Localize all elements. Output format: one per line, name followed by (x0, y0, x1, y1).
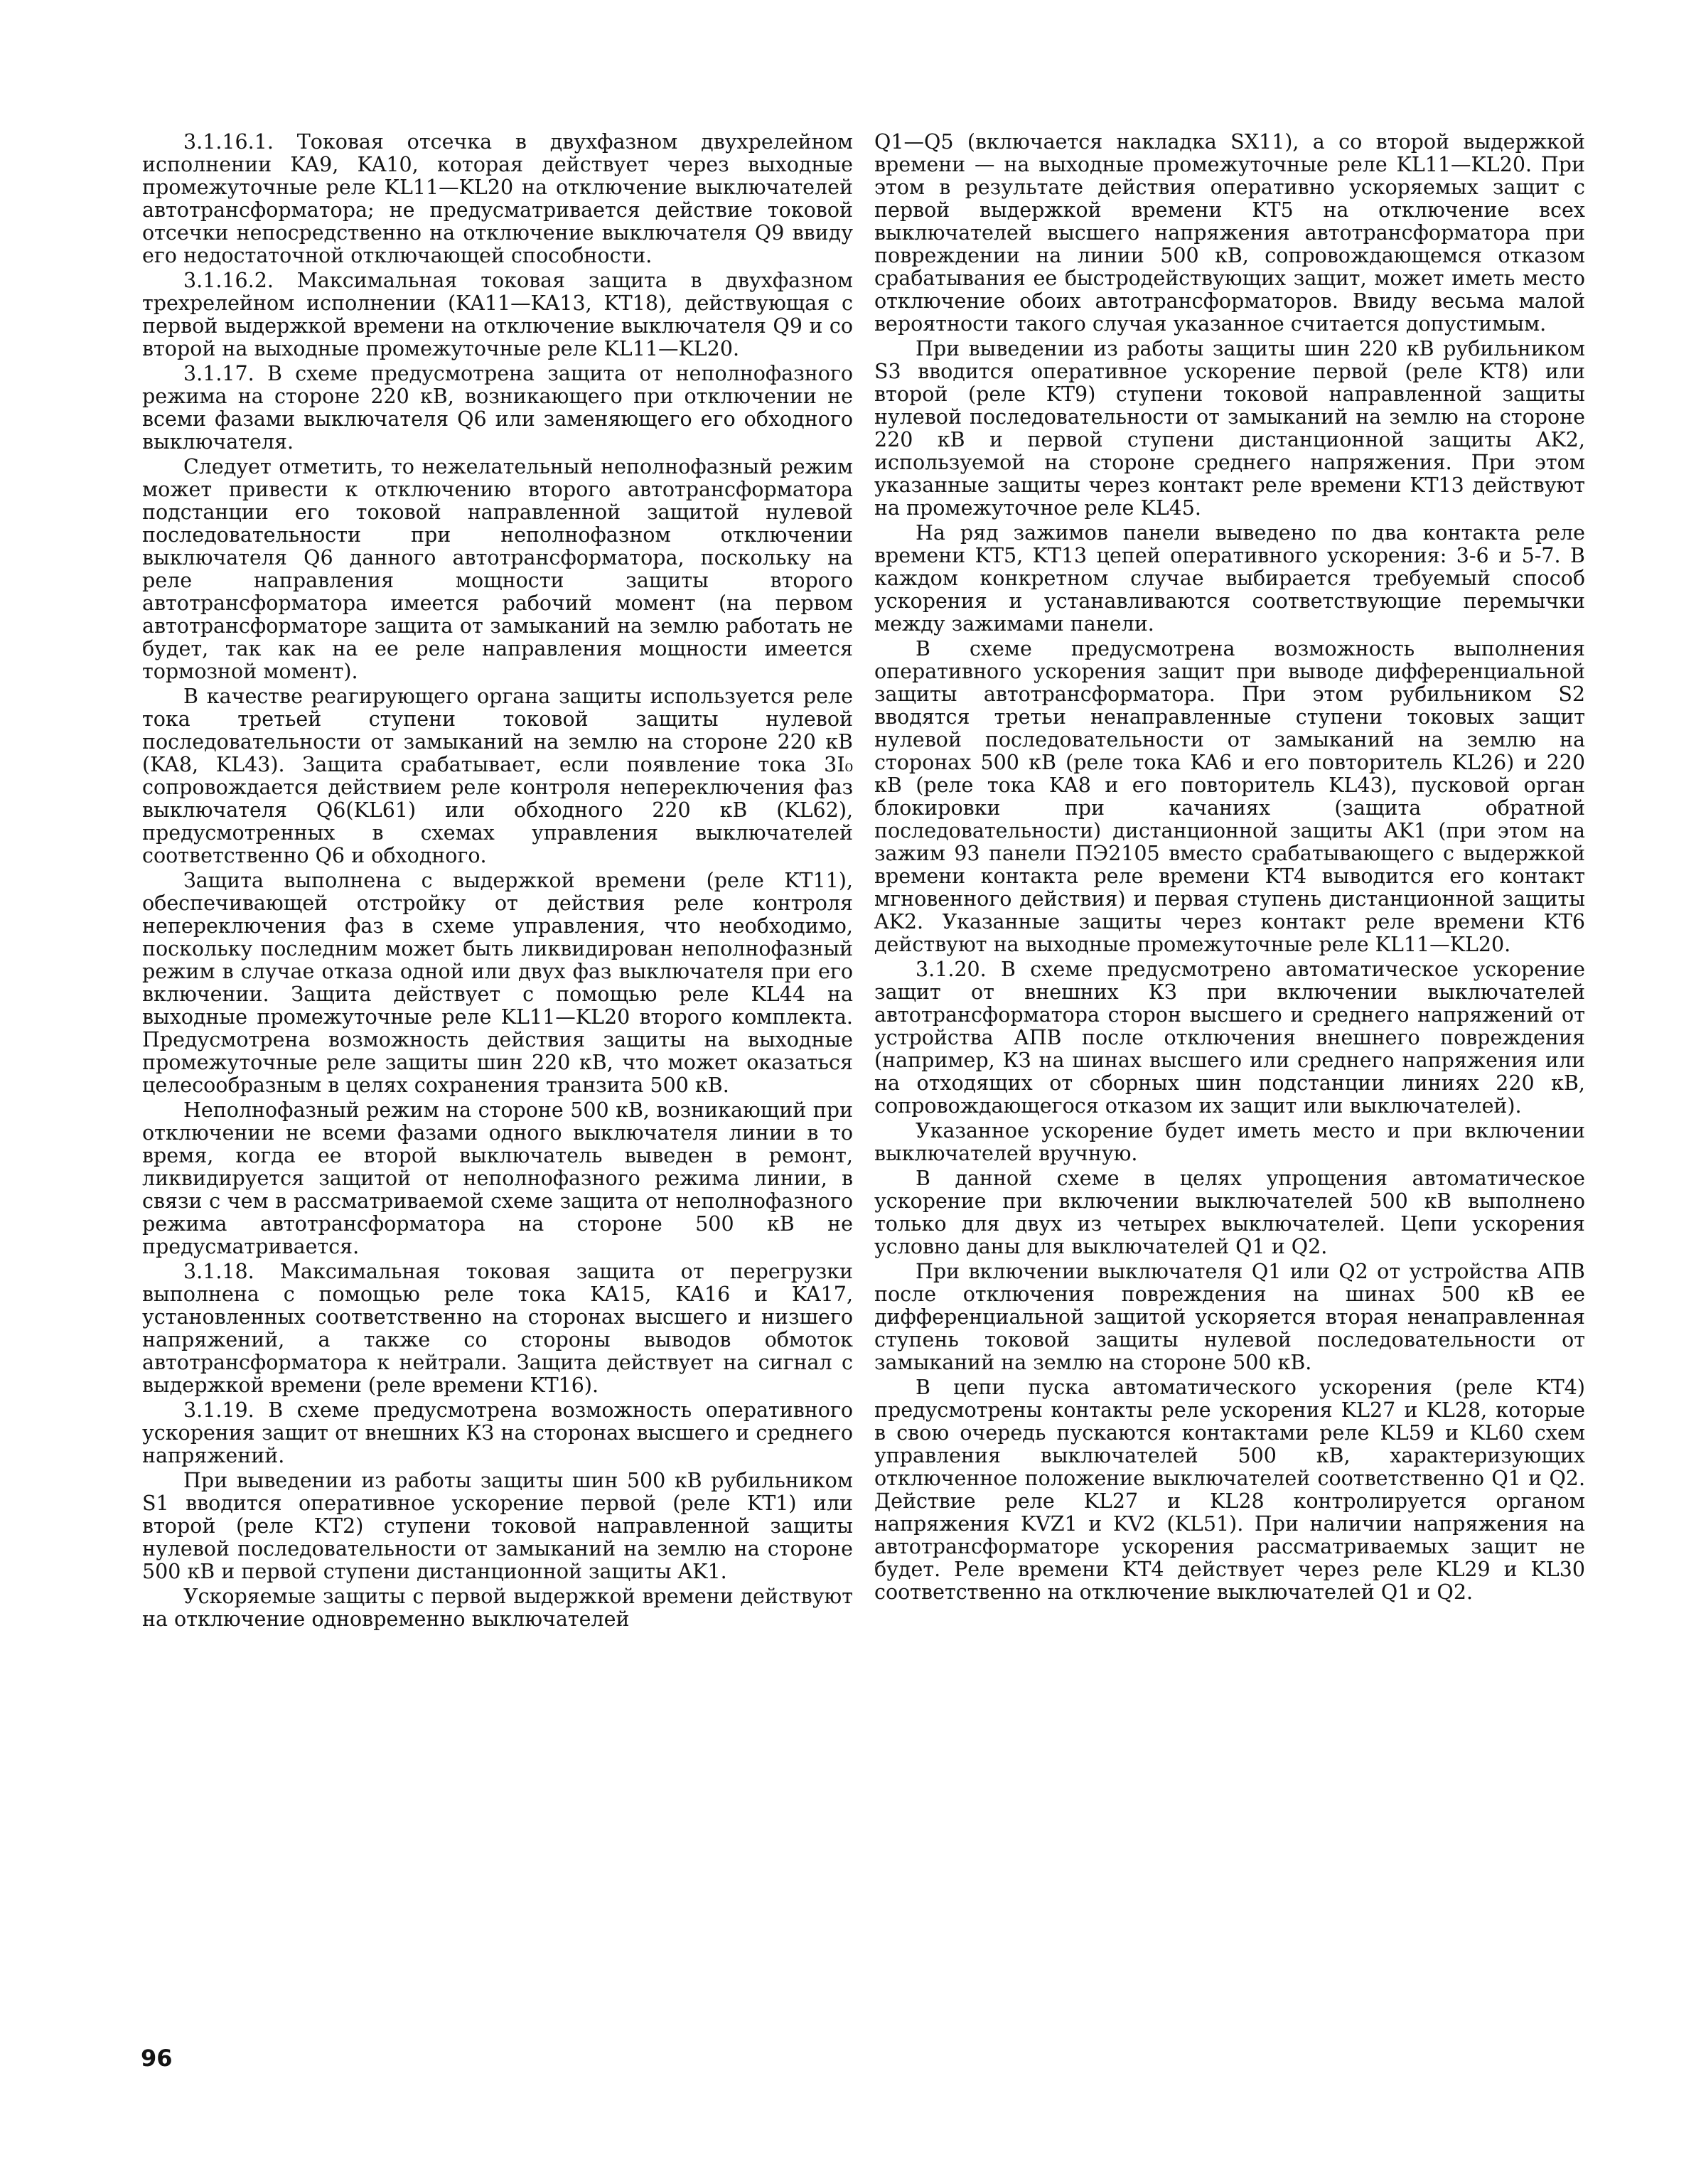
paragraph: При включении выключателя Q1 или Q2 от устройства АПВ после отключения повреждения на шинах 500 кВ ее дифференциальной защитой ускоряется вторая ненаправленная ступень токовой защиты нулевой последовательности от замыканий на землю на стороне 500 кВ. (874, 1260, 1585, 1374)
paragraph: Указанное ускорение будет иметь место и при включении выключателей вручную. (874, 1119, 1585, 1165)
paragraph: Ускоряемые защиты с первой выдержкой времени действуют на отключение одновременно выключателей (142, 1585, 853, 1631)
paragraph: При выведении из работы защиты шин 220 кВ рубильником S3 вводится оперативное ускорение первой (реле KT8) или второй (реле KT9) ступени токовой направленной защиты нулевой последовательности от замыканий на землю на стороне 220 кВ и первой ступени дистанционной защиты AK2, используемой на стороне среднего напряжения. При этом указанные защиты через контакт реле времени KT13 действуют на промежуточное реле KL45. (874, 337, 1585, 520)
paragraph: На ряд зажимов панели выведено по два контакта реле времени KT5, KT13 цепей оперативного ускорения: 3-6 и 5-7. В каждом конкретном случае выбирается требуемый способ ускорения и устанавливаются соответствующие перемычки между зажимами панели. (874, 521, 1585, 636)
paragraph-3-1-17: 3.1.17. В схеме предусмотрена защита от неполнофазного режима на стороне 220 кВ, возникающего при отключении не всеми фазами выключателя Q6 или заменяющего его обходного выключателя. (142, 362, 853, 454)
paragraph: В схеме предусмотрена возможность выполнения оперативного ускорения защит при выводе дифференциальной защиты автотрансформатора. При этом рубильником S2 вводятся третьи ненаправленные ступени токовых защит нулевой последовательности от замыканий на землю на сторонах 500 кВ (реле тока KA6 и его повторитель KL26) и 220 кВ (реле тока KA8 и его повторитель KL43), пусковой орган блокировки при качаниях (защита обратной последовательности) дистанционной защиты AK1 (при этом на зажим 93 панели ПЭ2105 вместо срабатывающего с выдержкой времени контакта реле времени KT4 выводится его контакт мгновенного действия) и первая ступень дистанционной защиты AK2. Указанные защиты через контакт реле времени KT6 действуют на выходные промежуточные реле KL11—KL20. (874, 637, 1585, 956)
paragraph: При выведении из работы защиты шин 500 кВ рубильником S1 вводится оперативное ускорение первой (реле KT1) или второй (реле KT2) ступени токовой направленной защиты нулевой последовательности от замыканий на землю на стороне 500 кВ и первой ступени дистанционной защиты AK1. (142, 1469, 853, 1583)
paragraph: В цепи пуска автоматического ускорения (реле KT4) предусмотрены контакты реле ускорения KL27 и KL28, которые в свою очередь пускаются контактами реле KL59 и KL60 схем управления выключателей 500 кВ, характеризующих отключенное положение выключателей соответственно Q1 и Q2. Действие реле KL27 и KL28 контролируется органом напряжения KVZ1 и KV2 (KL51). При наличии напряжения на автотрансформаторе ускорения рассматриваемых защит не будет. Реле времени KT4 действует через реле KL29 и KL30 соответственно на отключение выключателей Q1 и Q2. (874, 1376, 1585, 1604)
paragraph-3-1-20: 3.1.20. В схеме предусмотрено автоматическое ускорение защит от внешних КЗ при включении выключателей автотрансформатора сторон высшего и среднего напряжений от устройства АПВ после отключения внешнего повреждения (например, КЗ на шинах высшего или среднего напряжения или на отходящих от сборных шин подстанции линиях 220 кВ, сопровождающегося отказом их защит или выключателей). (874, 958, 1585, 1118)
paragraph-continued: Q1—Q5 (включается накладка SX11), а со второй выдержкой времени — на выходные промежуточные реле KL11—KL20. При этом в результате действия оперативно ускоряемых защит с первой выдержкой времени KT5 на отключение всех выключателей высшего напряжения автотрансформатора при повреждении на линии 500 кВ, сопровождающемся отказом срабатывания ее быстродействующих защит, может иметь место отключение обоих автотрансформаторов. Ввиду весьма малой вероятности такого случая указанное считается допустимым. (874, 130, 1585, 336)
paragraph: В данной схеме в целях упрощения автоматическое ускорение при включении выключателей 500 кВ выполнено только для двух из четырех выключателей. Цепи ускорения условно даны для выключателей Q1 и Q2. (874, 1167, 1585, 1258)
paragraph: Защита выполнена с выдержкой времени (реле KT11), обеспечивающей отстройку от действия реле контроля непереключения фаз в схеме управления, что необходимо, поскольку последним может быть ликвидирован неполнофазный режим в случае отказа одной или двух фаз выключателя при его включении. Защита действует с помощью реле KL44 на выходные промежуточные реле KL11—KL20 второго комплекта. Предусмотрена возможность действия защиты на выходные промежуточные реле защиты шин 220 кВ, что может оказаться целесообразным в целях сохранения транзита 500 кВ. (142, 869, 853, 1097)
paragraph: В качестве реагирующего органа защиты используется реле тока третьей ступени токовой защиты нулевой последовательности от замыканий на землю на стороне 220 кВ (KA8, KL43). Защита срабатывает, если появление тока 3I₀ сопровождается действием реле контроля непереключения фаз выключателя Q6(KL61) или обходного 220 кВ (KL62), предусмотренных в схемах управления выключателей соответственно Q6 и обходного. (142, 685, 853, 867)
right-column (874, 131, 1585, 1606)
paragraph: Неполнофазный режим на стороне 500 кВ, возникающий при отключении не всеми фазами одного выключателя линии в то время, когда ее второй выключатель выведен в ремонт, ликвидируется защитой от неполнофазного режима линии, в связи с чем в рассматриваемой схеме защита от неполнофазного режима автотрансформатора на стороне 500 кВ не предусматривается. (142, 1098, 853, 1258)
page-number: 96 (141, 2045, 173, 2072)
paragraph-3-1-16-2: 3.1.16.2. Максимальная токовая защита в двухфазном трехрелейном исполнении (KA11—KA13, KT18), действующая с первой выдержкой времени на отключение выключателя Q9 и со второй на выходные промежуточные реле KL11—KL20. (142, 269, 853, 360)
paragraph-3-1-18: 3.1.18. Максимальная токовая защита от перегрузки выполнена с помощью реле тока KA15, KA16 и KA17, установленных соответственно на сторонах высшего и низшего напряжений, а также со стороны выводов обмоток автотрансформатора к нейтрали. Защита действует на сигнал с выдержкой времени (реле времени KT16). (142, 1260, 853, 1397)
paragraph: Следует отметить, то нежелательный неполнофазный режим может привести к отключению второго автотрансформатора подстанции его токовой направленной защитой нулевой последовательности при неполнофазном отключении выключателя Q6 данного автотрансформатора, поскольку на реле направления мощности защиты второго автотрансформатора имеется рабочий момент (на первом автотрансформаторе защита от замыканий на землю работать не будет, так как на ее реле направления мощности имеется тормозной момент). (142, 455, 853, 683)
left-column (142, 131, 853, 1633)
paragraph-3-1-16-1: 3.1.16.1. Токовая отсечка в двухфазном двухрелейном исполнении KA9, KA10, которая действует через выходные промежуточные реле KL11—KL20 на отключение выключателей автотрансформатора; не предусматривается действие токовой отсечки непосредственно на отключение выключателя Q9 ввиду его недостаточной отключающей способности. (142, 130, 853, 267)
paragraph-3-1-19: 3.1.19. В схеме предусмотрена возможность оперативного ускорения защит от внешних КЗ на сторонах высшего и среднего напряжений. (142, 1398, 853, 1467)
